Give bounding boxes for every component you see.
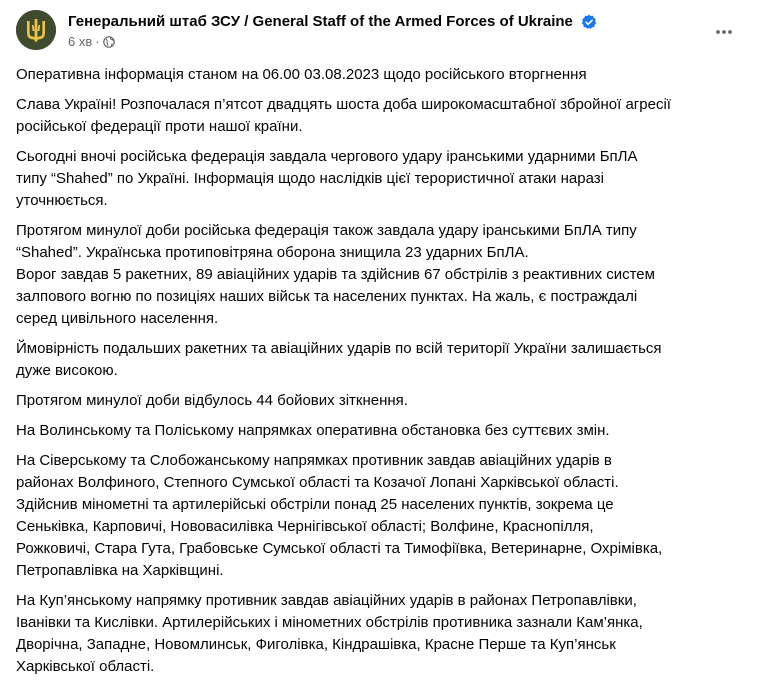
post-text-line: залпового вогню по позиціях наших військ та населених пунктах. На жаль, є постраждалі: [16, 288, 638, 305]
post-paragraph: [16, 420, 744, 442]
post-paragraph: [16, 220, 744, 330]
page-avatar[interactable]: [16, 10, 56, 50]
post-text-line: Ймовірність подальших ракетних та авіаційних ударів по всій території України залишається: [16, 340, 662, 357]
post-paragraph: [16, 146, 744, 212]
post-meta: [68, 12, 682, 50]
post-paragraph: [16, 590, 744, 678]
post-text-line: “Shahed”. Українська протиповітряна оборона знищила 23 ударних БпЛА.: [16, 244, 529, 261]
post-text-line: Харківської області.: [16, 658, 155, 675]
separator-dot: ·: [95, 34, 100, 49]
post-paragraph: [16, 450, 744, 582]
post-text-line: Дворічна, Западне, Новомлинськ, Фиголівка, Кіндрашівка, Красне Перше та Куп’янськ: [16, 636, 616, 653]
post-text-line: На Куп’янському напрямку противник завдав авіаційних ударів в районах Петропавлівки,: [16, 592, 637, 609]
post-paragraph: [16, 390, 744, 412]
verified-badge-icon: [581, 14, 597, 30]
post-text-line: Сьогодні вночі російська федерація завдала чергового удару іранськими ударними БпЛА: [16, 148, 638, 165]
post-text-line: Здійснив мінометні та артилерійські обстріли понад 25 населених пунктів, зокрема це: [16, 496, 614, 513]
post-text-line: російської федерації проти нашої країни.: [16, 118, 303, 135]
post-paragraph: [16, 64, 744, 86]
more-horizontal-icon: [714, 22, 734, 42]
post-text-line: На Сіверському та Слобожанському напрямках противник завдав авіаційних ударів в: [16, 452, 612, 469]
post-paragraph: [16, 338, 744, 382]
post-text-line: Рожковичі, Стара Гута, Грабовське Сумської області та Тимофіївка, Ветеринарне, Охрімівка,: [16, 540, 663, 557]
post-text-line: Ворог завдав 5 ракетних, 89 авіаційних ударів та здійснив 67 обстрілів з реактивних систем: [16, 266, 655, 283]
more-options-button[interactable]: [706, 14, 742, 50]
post-body-text: [16, 64, 744, 686]
post-text-line: уточнюється.: [16, 192, 108, 209]
post-timestamp-link[interactable]: 6 хв: [68, 34, 93, 49]
trident-emblem-icon: [16, 10, 56, 50]
post-paragraph: [16, 94, 744, 138]
post-text-line: Сеньківка, Карповичі, Нововасилівка Чернігівської області; Волфине, Краснопілля,: [16, 518, 594, 535]
post-text-line: дуже високою.: [16, 362, 118, 379]
post-text-line: типу “Shahed” по Україні. Інформація щодо наслідків цієї терористичної атаки наразі: [16, 170, 604, 187]
post-text-line: районах Волфиного, Степного Сумської області та Козачої Лопані Харківської області.: [16, 474, 619, 491]
post-text-line: Оперативна інформація станом на 06.00 03.08.2023 щодо російського вторгнення: [16, 66, 587, 83]
post-text-line: серед цивільного населення.: [16, 310, 219, 327]
post-text-line: Слава Україні! Розпочалася п’ятсот двадцять шоста доба широкомасштабної збройної агресії: [16, 96, 671, 113]
post-text-line: Іванівки та Кислівки. Артилерійських і мінометних обстрілів противника зазнали Кам’янка,: [16, 614, 643, 631]
post-text-line: Протягом минулої доби російська федерація також завдала удару іранськими БпЛА типу: [16, 222, 637, 239]
post-text-line: Петропавлівка на Харківщині.: [16, 562, 224, 579]
post-subline: [68, 34, 682, 50]
page-name-link[interactable]: Генеральний штаб ЗСУ / General Staff of the Armed Forces of Ukraine: [68, 13, 573, 30]
post-header: [16, 10, 742, 54]
globe-icon[interactable]: [103, 36, 115, 48]
post-text-line: На Волинському та Поліському напрямках оперативна обстановка без суттєвих змін.: [16, 422, 610, 439]
post-text-line: Протягом минулої доби відбулось 44 бойових зіткнення.: [16, 392, 408, 409]
